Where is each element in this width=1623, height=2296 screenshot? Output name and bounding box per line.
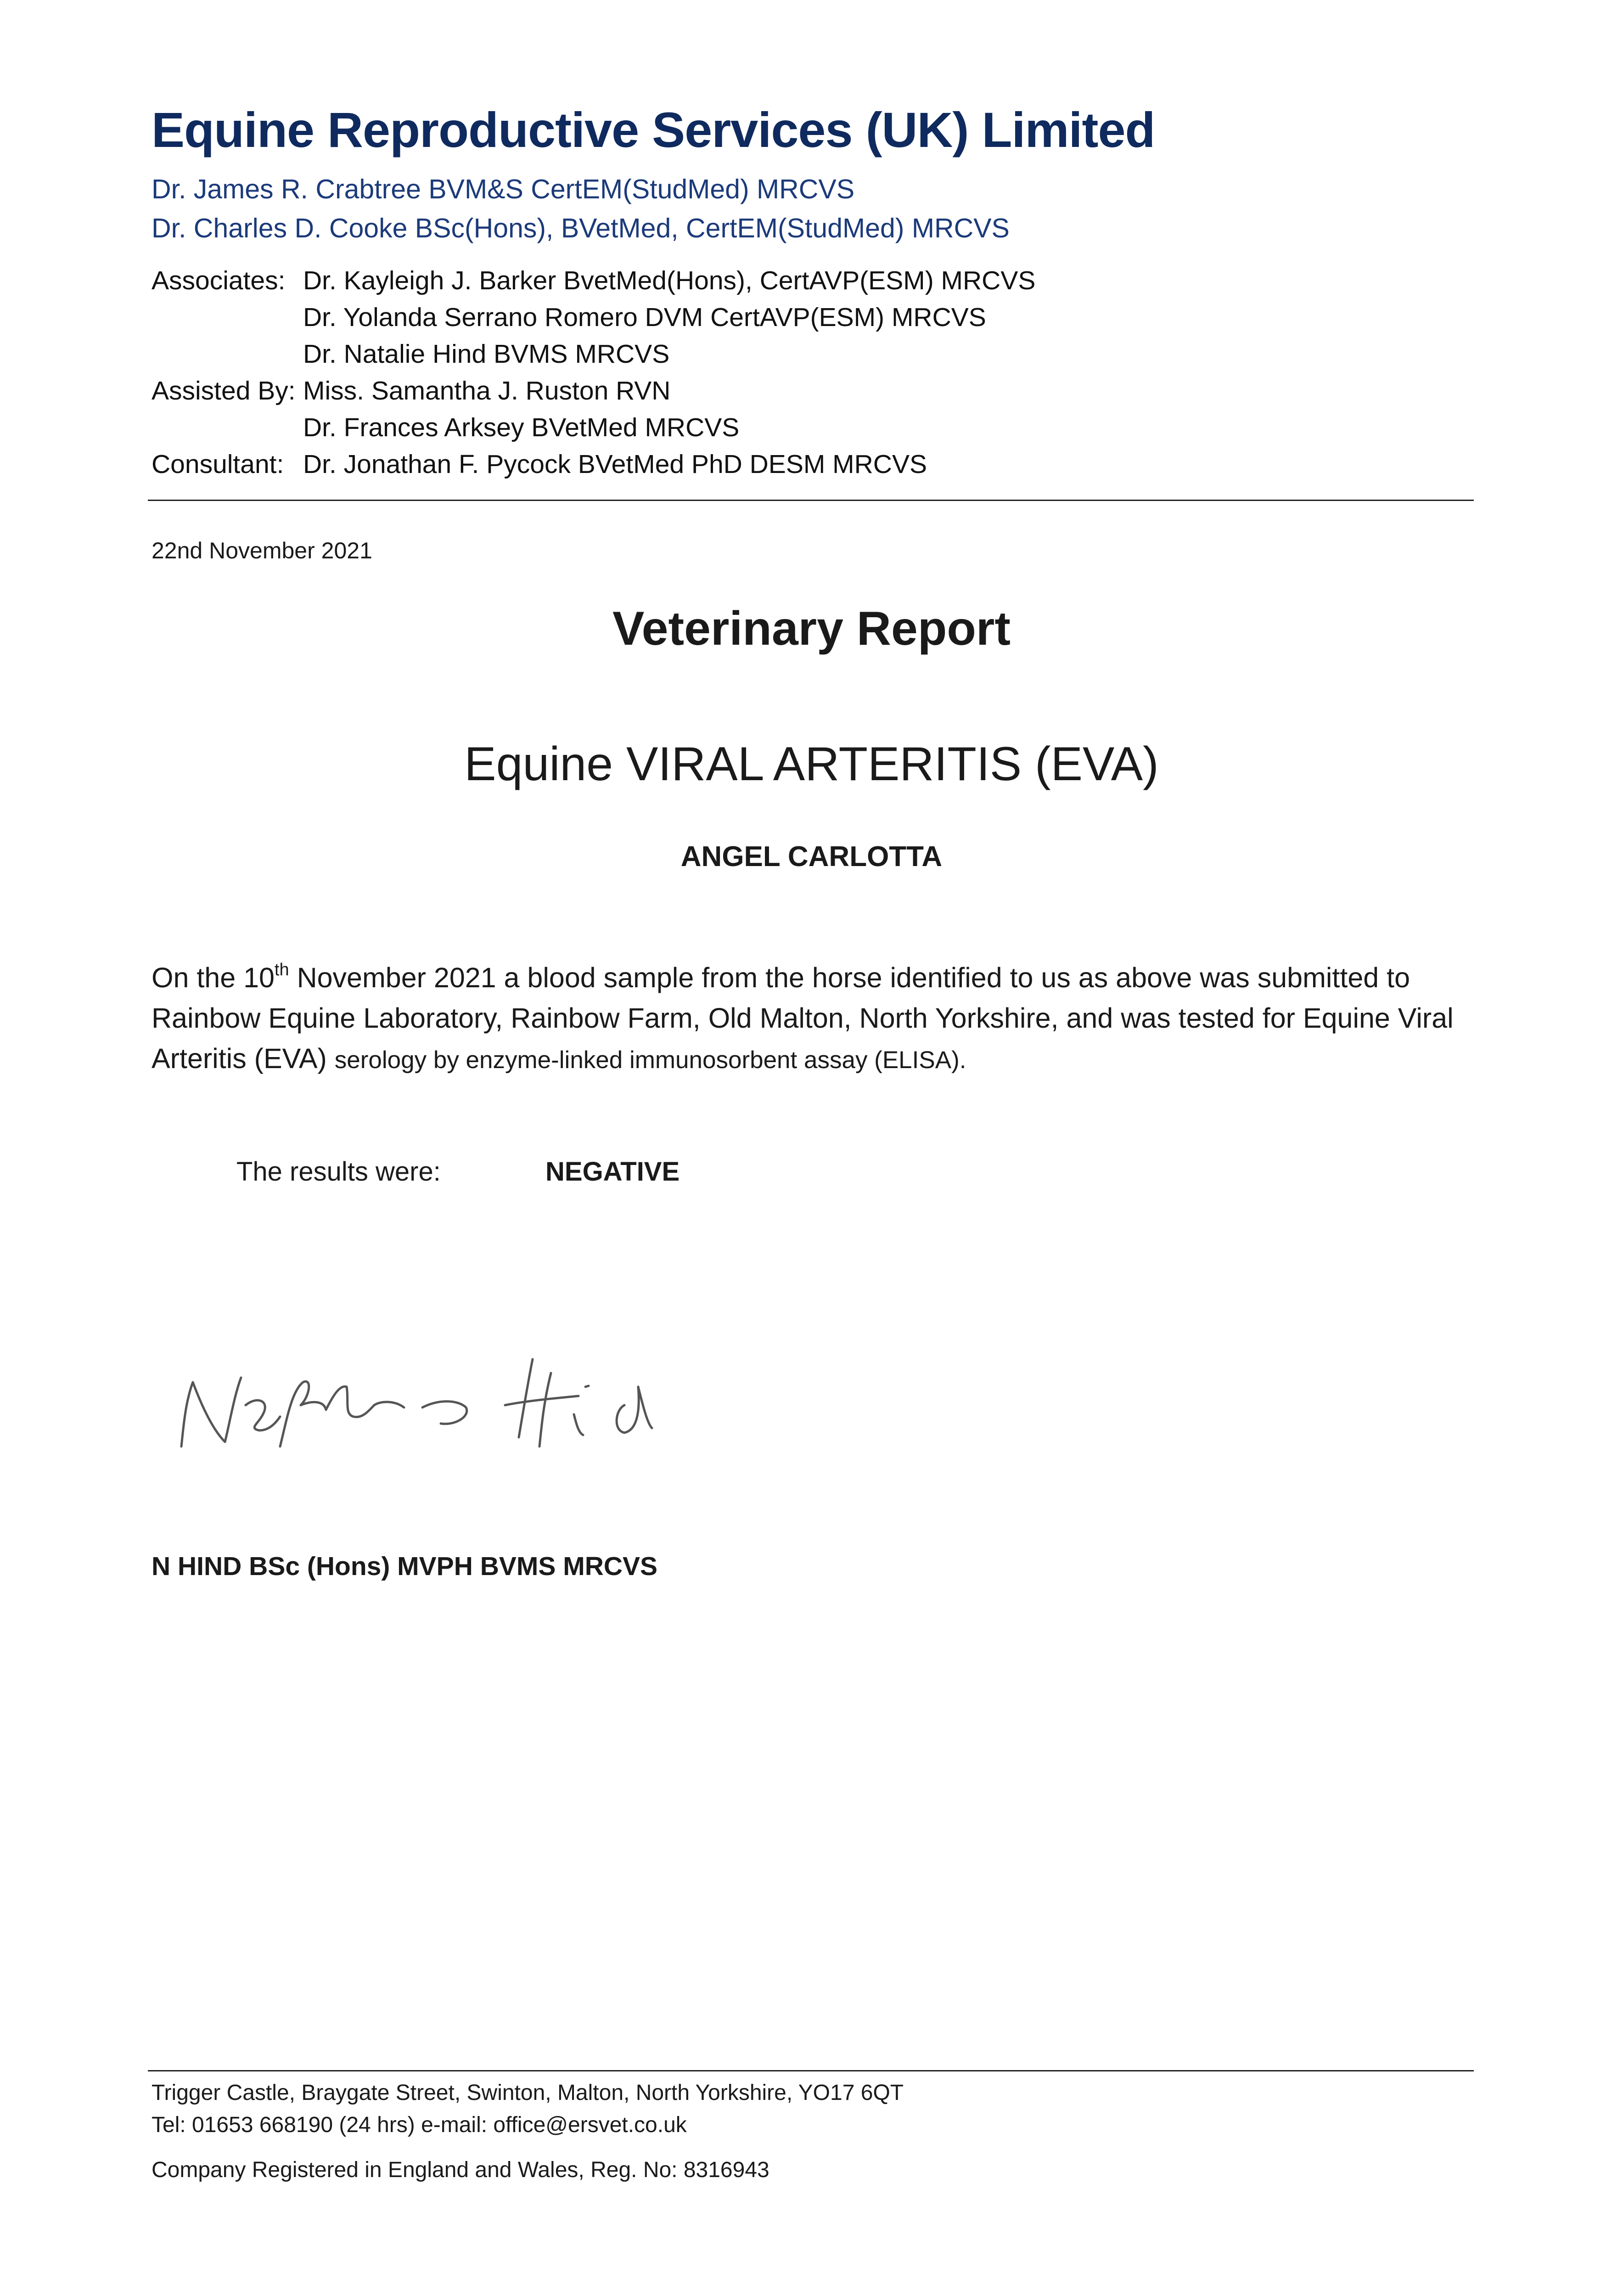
test-title: Equine VIRAL ARTERITIS (EVA) (464, 737, 1159, 791)
header-divider (148, 500, 1474, 501)
body-text-superscript: th (274, 960, 289, 979)
footer-contact: Tel: 01653 668190 (24 hrs) e-mail: office@ersvet.co.uk (152, 2113, 687, 2137)
company-name: Equine Reproductive Services (UK) Limited (152, 102, 1155, 158)
staff-name: Dr. Natalie Hind BVMS MRCVS (303, 339, 670, 369)
body-text-part3: serology by enzyme-linked immunosorbent assay (ELISA). (334, 1047, 966, 1074)
footer-divider (148, 2070, 1474, 2071)
body-text-part2: November 2021 a blood sample from the horse identified to us as above was submitted to Rainbow Equine Laboratory, Rainbow Farm, Old Malton, North Yorkshire, and was tested for Equine Viral Arteritis (EVA) (152, 962, 1454, 1074)
results-value: NEGATIVE (545, 1157, 680, 1187)
staff-name: Dr. Frances Arksey BVetMed MRCVS (303, 413, 740, 442)
report-body (152, 957, 1483, 1080)
staff-name: Miss. Samantha J. Ruston RVN (303, 376, 671, 405)
report-date: 22nd November 2021 (152, 538, 372, 563)
staff-role: Consultant: (152, 450, 284, 479)
body-text-part1: On the 10 (152, 962, 275, 993)
partner-1: Dr. James R. Crabtree BVM&S CertEM(StudMed) MRCVS (152, 174, 855, 204)
partner-2: Dr. Charles D. Cooke BSc(Hons), BVetMed, CertEM(StudMed) MRCVS (152, 213, 1010, 243)
horse-name: ANGEL CARLOTTA (680, 841, 943, 872)
report-title: Veterinary Report (612, 602, 1011, 655)
signature-image (165, 1332, 744, 1488)
signatory-name: N HIND BSc (Hons) MVPH BVMS MRCVS (152, 1552, 658, 1581)
footer-registration: Company Registered in England and Wales, Reg. No: 8316943 (152, 2158, 769, 2182)
staff-name: Dr. Yolanda Serrano Romero DVM CertAVP(ESM) MRCVS (303, 303, 986, 332)
staff-role: Assisted By: (152, 376, 296, 405)
staff-name: Dr. Kayleigh J. Barker BvetMed(Hons), CertAVP(ESM) MRCVS (303, 266, 1036, 295)
results-label: The results were: (236, 1157, 441, 1187)
staff-role: Associates: (152, 266, 286, 295)
footer-address: Trigger Castle, Braygate Street, Swinton, Malton, North Yorkshire, YO17 6QT (152, 2081, 904, 2105)
staff-name: Dr. Jonathan F. Pycock BVetMed PhD DESM MRCVS (303, 450, 927, 479)
